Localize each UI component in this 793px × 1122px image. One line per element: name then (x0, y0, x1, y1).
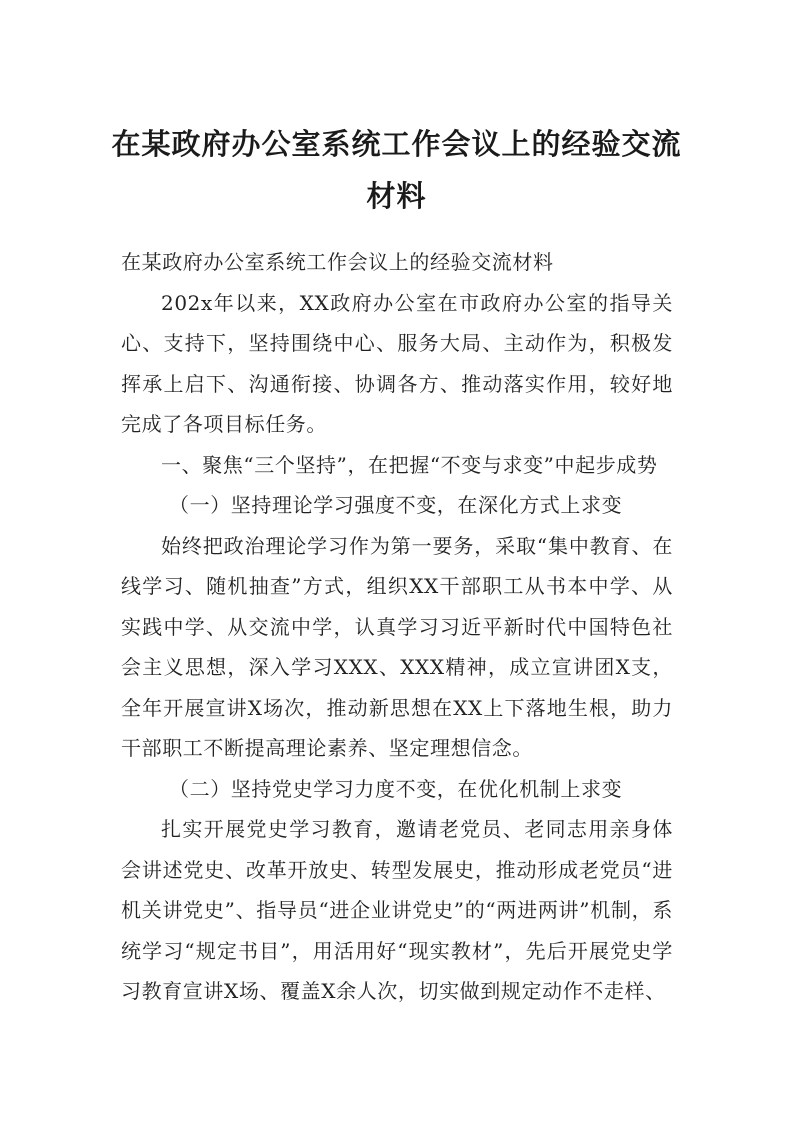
subsection-body-1: 始终把政治理论学习作为第一要务，采取“集中教育、在线学习、随机抽查”方式，组织XX干部职工从书本中学、从实践中学、从交流中学，认真学习习近平新时代中国特色社会主义思想，深入学习XXX、XXX精神，成立宣讲团X支，全年开展宣讲X场次，推动新思想在XX上下落地生根，助力干部职工不断提高理论素养、坚定理想信念。 (121, 533, 673, 760)
intro-paragraph: 202x年以来，XX政府办公室在市政府办公室的指导关心、支持下，坚持围绕中心、服务大局、主动作为，积极发挥承上启下、沟通衔接、协调各方、推动落实作用，较好地完成了各项目标任务。 (121, 290, 673, 436)
subsection-heading-2: （二）坚持党史学习力度不变，在优化机制上求变 (169, 776, 623, 801)
subsection-heading-1: （一）坚持理论学习强度不变，在深化方式上求变 (169, 493, 623, 517)
subtitle-line: 在某政府办公室系统工作会议上的经验交流材料 (121, 250, 554, 274)
document-body (121, 242, 673, 1012)
section-heading-1: 一、聚焦“三个坚持”，在把握“不变与求变”中起步成势 (161, 452, 658, 477)
subsection-body-2: 扎实开展党史学习教育，邀请老党员、老同志用亲身体会讲述党史、改革开放史、转型发展史，推动形成老党员“进机关讲党史”、指导员“进企业讲党史”的“两进两讲”机制，系统学习“规定书目”，用活用好“现实教材”，先后开展党史学习教育宣讲X场、覆盖X余人次，切实做到规定动作不走样、 (121, 817, 673, 1003)
document-title: 在某政府办公室系统工作会议上的经验交流材料 (111, 127, 682, 213)
